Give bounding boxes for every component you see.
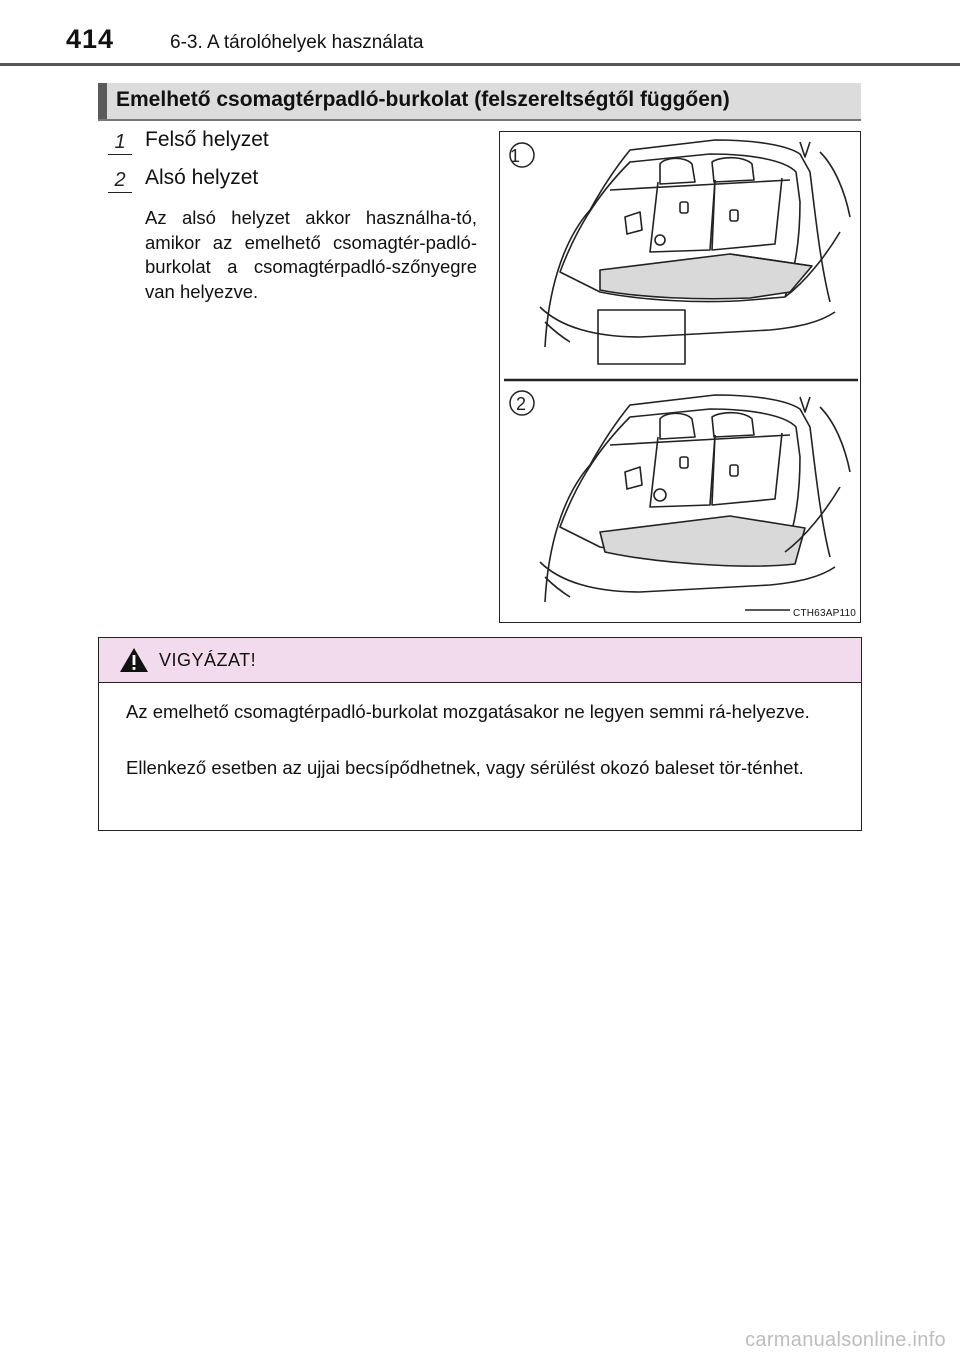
item-label: Alsó helyzet (145, 166, 259, 189)
item-number: 2 (108, 168, 132, 193)
section-accent (98, 83, 107, 119)
cargo-floor-illustration (500, 132, 861, 623)
warning-label: VIGYÁZAT! (159, 650, 257, 670)
figure-code: CTH63AP110 (793, 608, 856, 619)
header-rule (0, 63, 960, 66)
watermark: carmanualsonline.info (745, 1329, 946, 1351)
warning-triangle-icon (119, 647, 149, 673)
warning-paragraph: Az emelhető csomagtérpadló-burkolat mozgatásakor ne legyen semmi rá-helyezve. (126, 701, 810, 722)
section-title: Emelhető csomagtérpadló-burkolat (felszereltségtől függően) (116, 88, 730, 111)
section-heading (98, 83, 861, 121)
running-title: 6-3. A tárolóhelyek használata (170, 32, 424, 53)
figure-callout-2: 2 (516, 394, 527, 414)
item-label: Felső helyzet (145, 128, 269, 151)
description-text: Az alsó helyzet akkor használha-tó, amikor az emelhető csomagtér-padló-burkolat a csomagtérpadló-szőnyegre van helyezve. (145, 207, 477, 302)
warning-box (98, 637, 862, 831)
warning-paragraph: Ellenkező esetben az ujjai becsípődhetnek, vagy sérülést okozó baleset tör-ténhet. (126, 757, 804, 778)
car-trunk-lower-drawing (540, 395, 850, 610)
item-number: 1 (108, 130, 132, 155)
warning-header (99, 638, 861, 683)
figure-callout-1: 1 (510, 146, 521, 166)
illustration-figure (499, 131, 861, 623)
page-number: 414 (66, 24, 115, 54)
car-trunk-upper-drawing (540, 140, 850, 364)
